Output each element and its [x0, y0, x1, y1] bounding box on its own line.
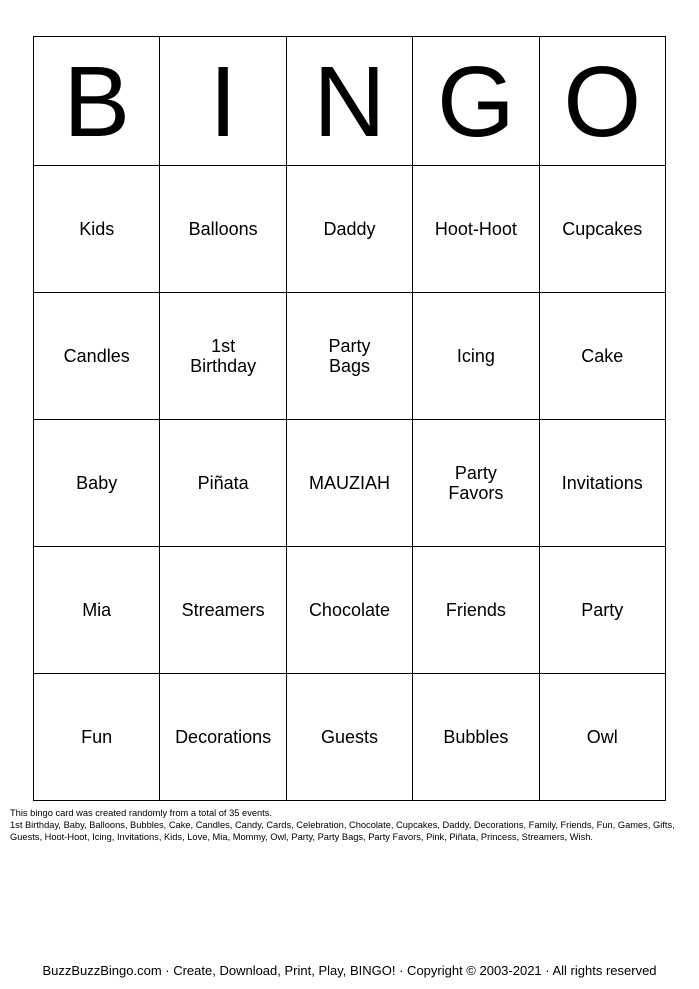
bingo-cell-text: Chocolate: [308, 600, 390, 620]
bingo-cell: [413, 420, 539, 547]
header-letter-g: G: [413, 37, 539, 166]
bingo-cell: [286, 547, 412, 674]
bingo-cell: [413, 547, 539, 674]
bingo-cell-text: Candles: [63, 346, 130, 366]
bingo-card: [33, 36, 666, 801]
bingo-cell-text: Decorations: [175, 727, 272, 747]
bingo-cell-text: Party Bags: [328, 336, 371, 376]
bingo-row-2: [34, 293, 666, 420]
bingo-cell-text: Streamers: [181, 600, 265, 620]
bingo-cell-text: Guests: [320, 727, 378, 747]
header-letter-n: N: [286, 37, 412, 166]
bingo-cell: [160, 293, 286, 420]
bingo-cell-text: Invitations: [561, 473, 643, 493]
bingo-cell: [539, 547, 665, 674]
bingo-cell-text: Kids: [79, 219, 115, 239]
bingo-cell: [160, 166, 286, 293]
bingo-cell: [286, 166, 412, 293]
header-letter-o: O: [539, 37, 665, 166]
card-info-summary: This bingo card was created randomly from a total of 35 events.: [10, 808, 272, 818]
bingo-cell: [286, 674, 412, 801]
bingo-cell: [539, 166, 665, 293]
bingo-cell: [413, 674, 539, 801]
bingo-row-3: [34, 420, 666, 547]
header-letter-i: I: [160, 37, 286, 166]
bingo-cell-text: Baby: [76, 473, 118, 493]
header-letter-b: B: [34, 37, 160, 166]
bingo-cell-text: Party Favors: [448, 463, 504, 503]
bingo-cell-text: Daddy: [323, 219, 376, 239]
bingo-row-5: [34, 674, 666, 801]
bingo-cell: [160, 674, 286, 801]
bingo-cell-text: MAUZIAH: [308, 473, 390, 493]
bingo-cell: [34, 547, 160, 674]
bingo-cell-text: Hoot-Hoot: [434, 219, 517, 239]
bingo-cell-text: Owl: [586, 727, 618, 747]
bingo-cell-center: [286, 420, 412, 547]
bingo-cell: [286, 293, 412, 420]
bingo-cell: [34, 674, 160, 801]
bingo-cell-text: Party: [581, 600, 624, 620]
bingo-cell: [160, 420, 286, 547]
bingo-cell-text: Friends: [445, 600, 506, 620]
bingo-cell: [34, 420, 160, 547]
bingo-cell-text: Bubbles: [443, 727, 509, 747]
bingo-row-4: [34, 547, 666, 674]
bingo-cell: [34, 293, 160, 420]
bingo-cell: [413, 166, 539, 293]
bingo-cell: [539, 420, 665, 547]
bingo-cell-text: 1st Birthday: [190, 336, 257, 376]
bingo-cell-text: Icing: [456, 346, 495, 366]
card-info-event-list: 1st Birthday, Baby, Balloons, Bubbles, Cake, Candles, Candy, Cards, Celebration, Chocolate, Cupcakes, Daddy, Decorations, Family, Friends, Fun, Games, Gifts, Guests, Hoot-Hoot, Icing, Invitations, Kids, Love, Mia, Mommy, Owl, Party, Party Bags, Party Favors, Pink, Piñata, Princess, Streamers, Wish.: [10, 820, 675, 842]
card-info: [10, 807, 693, 843]
bingo-cell: [413, 293, 539, 420]
bingo-cell-text: Fun: [81, 727, 113, 747]
bingo-cell-text: Mia: [82, 600, 112, 620]
bingo-cell: [160, 547, 286, 674]
bingo-cell: [34, 166, 160, 293]
bingo-row-1: [34, 166, 666, 293]
bingo-cell-text: Cupcakes: [562, 219, 643, 239]
bingo-header-row: [34, 37, 666, 166]
page-footer: BuzzBuzzBingo.com · Create, Download, Print, Play, BINGO! · Copyright © 2003-2021 · All rights reserved: [42, 963, 657, 978]
bingo-cell-text: Piñata: [197, 473, 249, 493]
bingo-cell-text: Cake: [581, 346, 624, 366]
bingo-cell: [539, 674, 665, 801]
bingo-cell: [539, 293, 665, 420]
bingo-cell-text: Balloons: [188, 219, 258, 239]
